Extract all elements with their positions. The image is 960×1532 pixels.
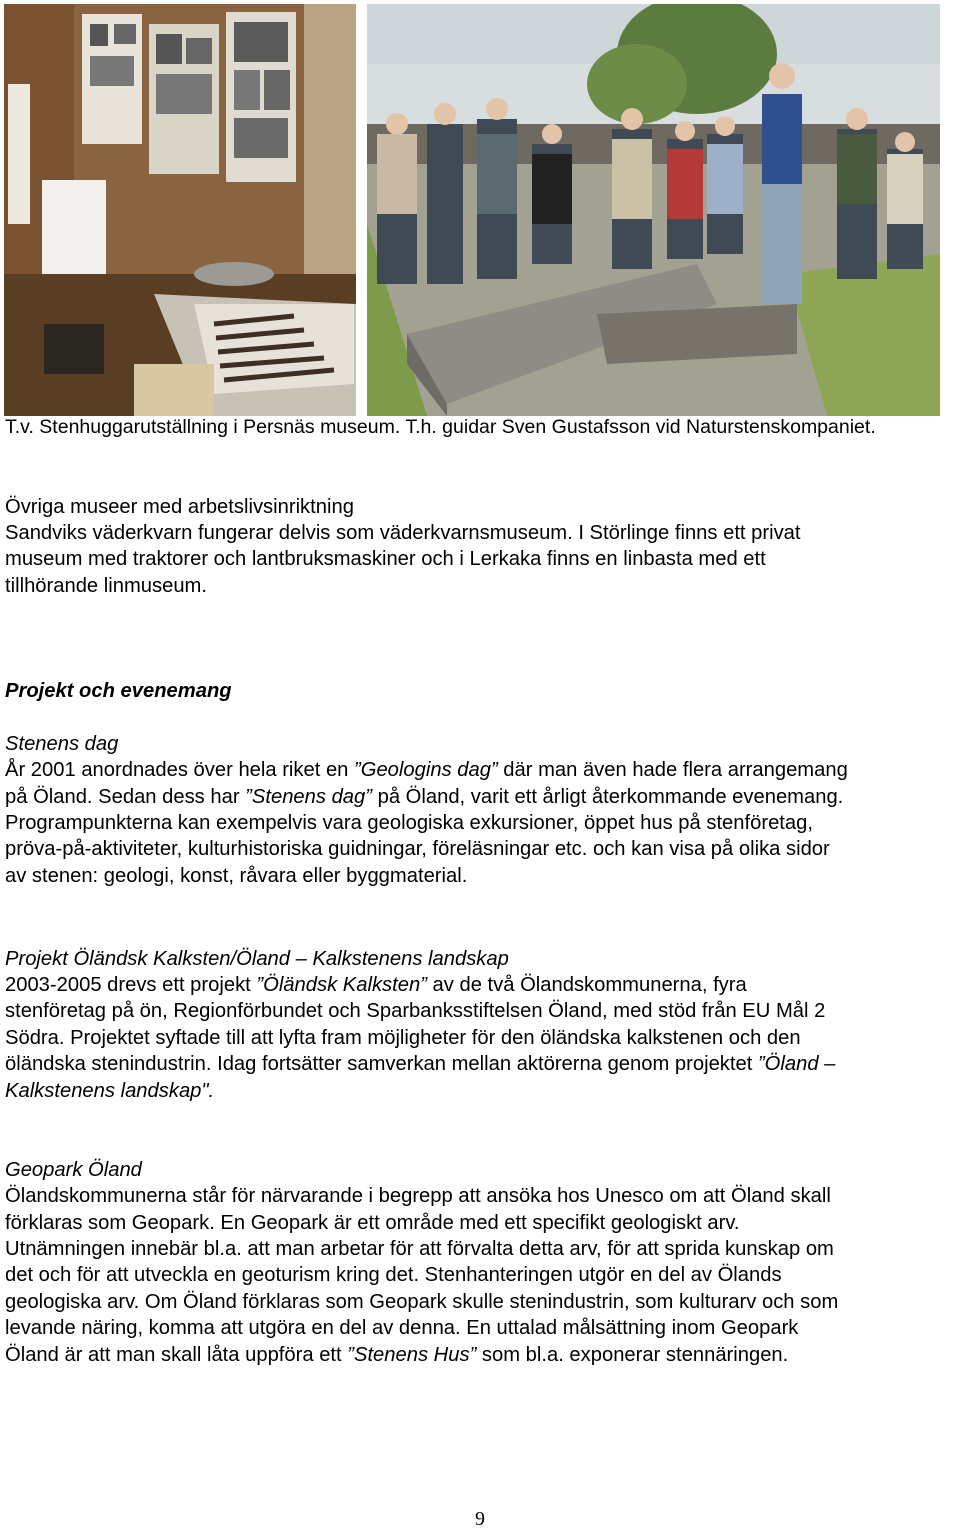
paragraph-line: geologiska arv. Om Öland förklaras som Geopark skulle stenindustrin, som kulturarv och som [5, 1291, 839, 1313]
paragraph-line: museum med traktorer och lantbruksmaskiner och i Lerkaka finns en linbasta med ett [5, 548, 766, 570]
photo-guided-tour [367, 4, 940, 416]
paragraph-line: av stenen: geologi, konst, råvara eller byggmaterial. [5, 865, 468, 887]
text-run: som bl.a. exponerar stennäringen. [476, 1344, 789, 1366]
text-run: på Öland. Sedan dess har [5, 786, 246, 808]
paragraph-line: tillhörande linmuseum. [5, 575, 207, 597]
heading-geopark-oland: Geopark Öland [5, 1159, 142, 1181]
paragraph-line: det och för att utveckla en geoturism kring det. Stenhanteringen utgör en del av Ölands [5, 1264, 782, 1286]
paragraph-line [5, 784, 960, 810]
italic-text-run: ”Geologins dag” [354, 759, 498, 781]
text-run: av de två Ölandskommunerna, fyra [426, 974, 747, 996]
paragraph-line [5, 757, 960, 783]
paragraph-line [5, 1051, 960, 1077]
text-run: Öland är att man skall låta uppföra ett [5, 1344, 348, 1366]
heading-projekt-kalksten: Projekt Öländsk Kalksten/Öland – Kalkstenens landskap [5, 948, 509, 970]
paragraph-line: Ölandskommunerna står för närvarande i begrepp att ansöka hos Unesco om att Öland skall [5, 1185, 831, 1207]
paragraph-line [5, 1342, 960, 1368]
paragraph-line: Programpunkterna kan exempelvis vara geologiska exkursioner, öppet hus på stenföretag, [5, 812, 813, 834]
paragraph-line: Kalkstenens landskap". [5, 1080, 215, 1102]
text-run: på Öland, varit ett årligt återkommande evenemang. [372, 786, 844, 808]
text-run: 2003-2005 drevs ett projekt [5, 974, 257, 996]
photo-stonecutting-exhibition [4, 4, 356, 416]
text-run: där man även hade flera arrangemang [497, 759, 848, 781]
paragraph-line: Utnämningen innebär bl.a. att man arbetar för att förvalta detta arv, för att sprida kunskap om [5, 1238, 834, 1260]
text-run: öländska stenindustrin. Idag fortsätter samverkan mellan aktörerna genom projektet [5, 1053, 758, 1075]
heading-projekt-evenemang: Projekt och evenemang [5, 680, 232, 702]
heading-stenens-dag: Stenens dag [5, 733, 119, 755]
paragraph-line: levande näring, komma att utgöra en del av denna. En uttalad målsättning inom Geopark [5, 1317, 799, 1339]
paragraph-line: Södra. Projektet syftade till att lyfta fram möjligheter för den öländska kalkstenen och den [5, 1027, 801, 1049]
paragraph-line: stenföretag på ön, Regionförbundet och Sparbanksstiftelsen Öland, med stöd från EU Mål 2 [5, 1000, 826, 1022]
photo-caption: T.v. Stenhuggarutställning i Persnäs museum. T.h. guidar Sven Gustafsson vid Naturstenskompaniet. [5, 416, 876, 438]
italic-text-run: ”Stenens Hus” [347, 1344, 477, 1366]
page-number: 9 [475, 1508, 485, 1530]
paragraph-line: pröva-på-aktiviteter, kulturhistoriska guidningar, föreläsningar etc. och kan visa på olika sidor [5, 838, 830, 860]
paragraph-line [5, 972, 960, 998]
text-run: År 2001 anordnades över hela riket en [5, 759, 355, 781]
italic-text-run: ”Stenens dag” [245, 786, 372, 808]
italic-text-run: ”Öland – [757, 1053, 836, 1075]
paragraph-line: förklaras som Geopark. En Geopark är ett område med ett specifikt geologiskt arv. [5, 1212, 740, 1234]
paragraph-line: Sandviks väderkvarn fungerar delvis som väderkvarnsmuseum. I Störlinge finns ett privat [5, 522, 801, 544]
italic-text-run: ”Öländsk Kalksten” [256, 974, 427, 996]
heading-ovriga-museer: Övriga museer med arbetslivsinriktning [5, 496, 354, 518]
